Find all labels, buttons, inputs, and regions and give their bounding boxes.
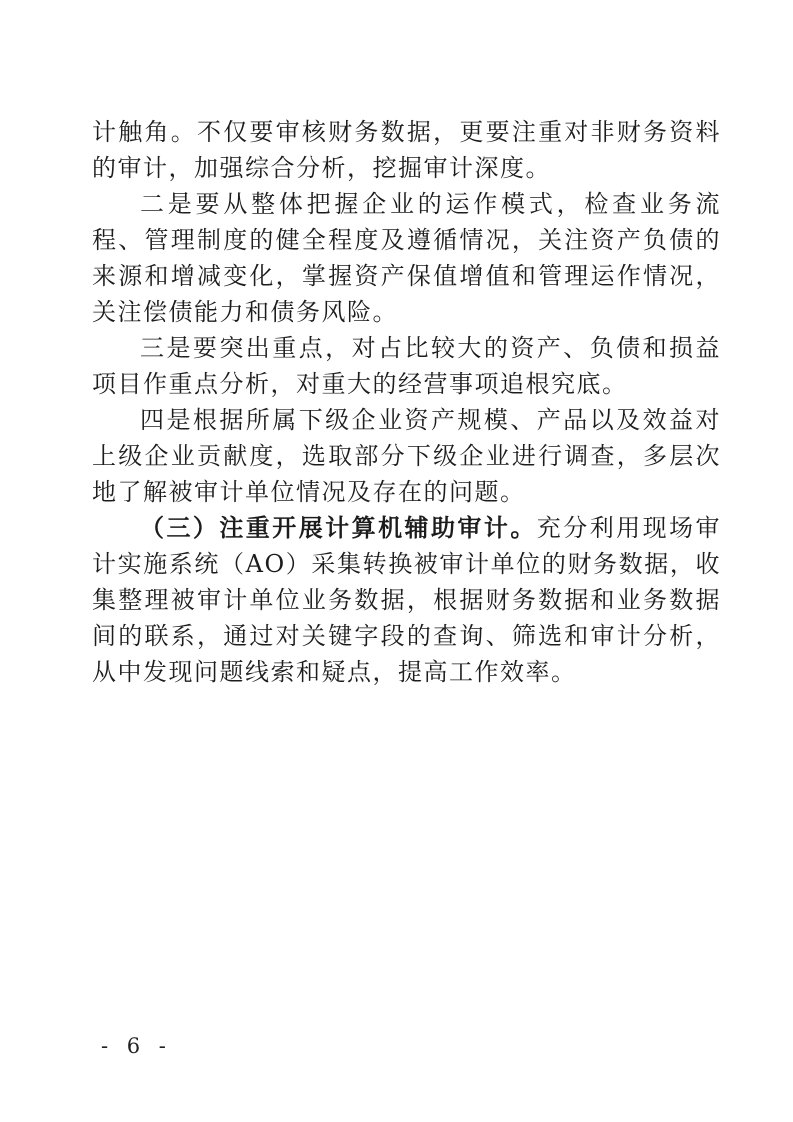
paragraph-section-three [92,510,721,690]
paragraph-point-three: 三是要突出重点，对占比较大的资产、负债和损益项目作重点分析，对重大的经营事项追根究底。 [92,334,721,398]
inline-section-heading: （三）注重开展计算机辅助审计。 [140,513,537,542]
paragraph-point-four: 四是根据所属下级企业资产规模、产品以及效益对上级企业贡献度，选取部分下级企业进行调查，多层次地了解被审计单位情况及存在的问题。 [92,406,721,506]
page-number: - 6 - [101,1034,172,1058]
paragraph-point-two: 二是要从整体把握企业的运作模式，检查业务流程、管理制度的健全程度及遵循情况，关注资产负债的来源和增减变化，掌握资产保值增值和管理运作情况，关注偿债能力和债务风险。 [92,190,721,326]
page-body [92,114,721,690]
paragraph-body-text: 充分利用现场审计实施系统（AO）采集转换被审计单位的财务数据，收集整理被审计单位业务数据，根据财务数据和业务数据间的联系，通过对关键字段的查询、筛选和审计分析，从中发现问题线索和疑点，提高工作效率。 [92,514,722,686]
paragraph-continuation: 计触角。不仅要审核财务数据，更要注重对非财务资料的审计，加强综合分析，挖掘审计深度。 [92,118,721,182]
page-footer [101,1034,172,1058]
